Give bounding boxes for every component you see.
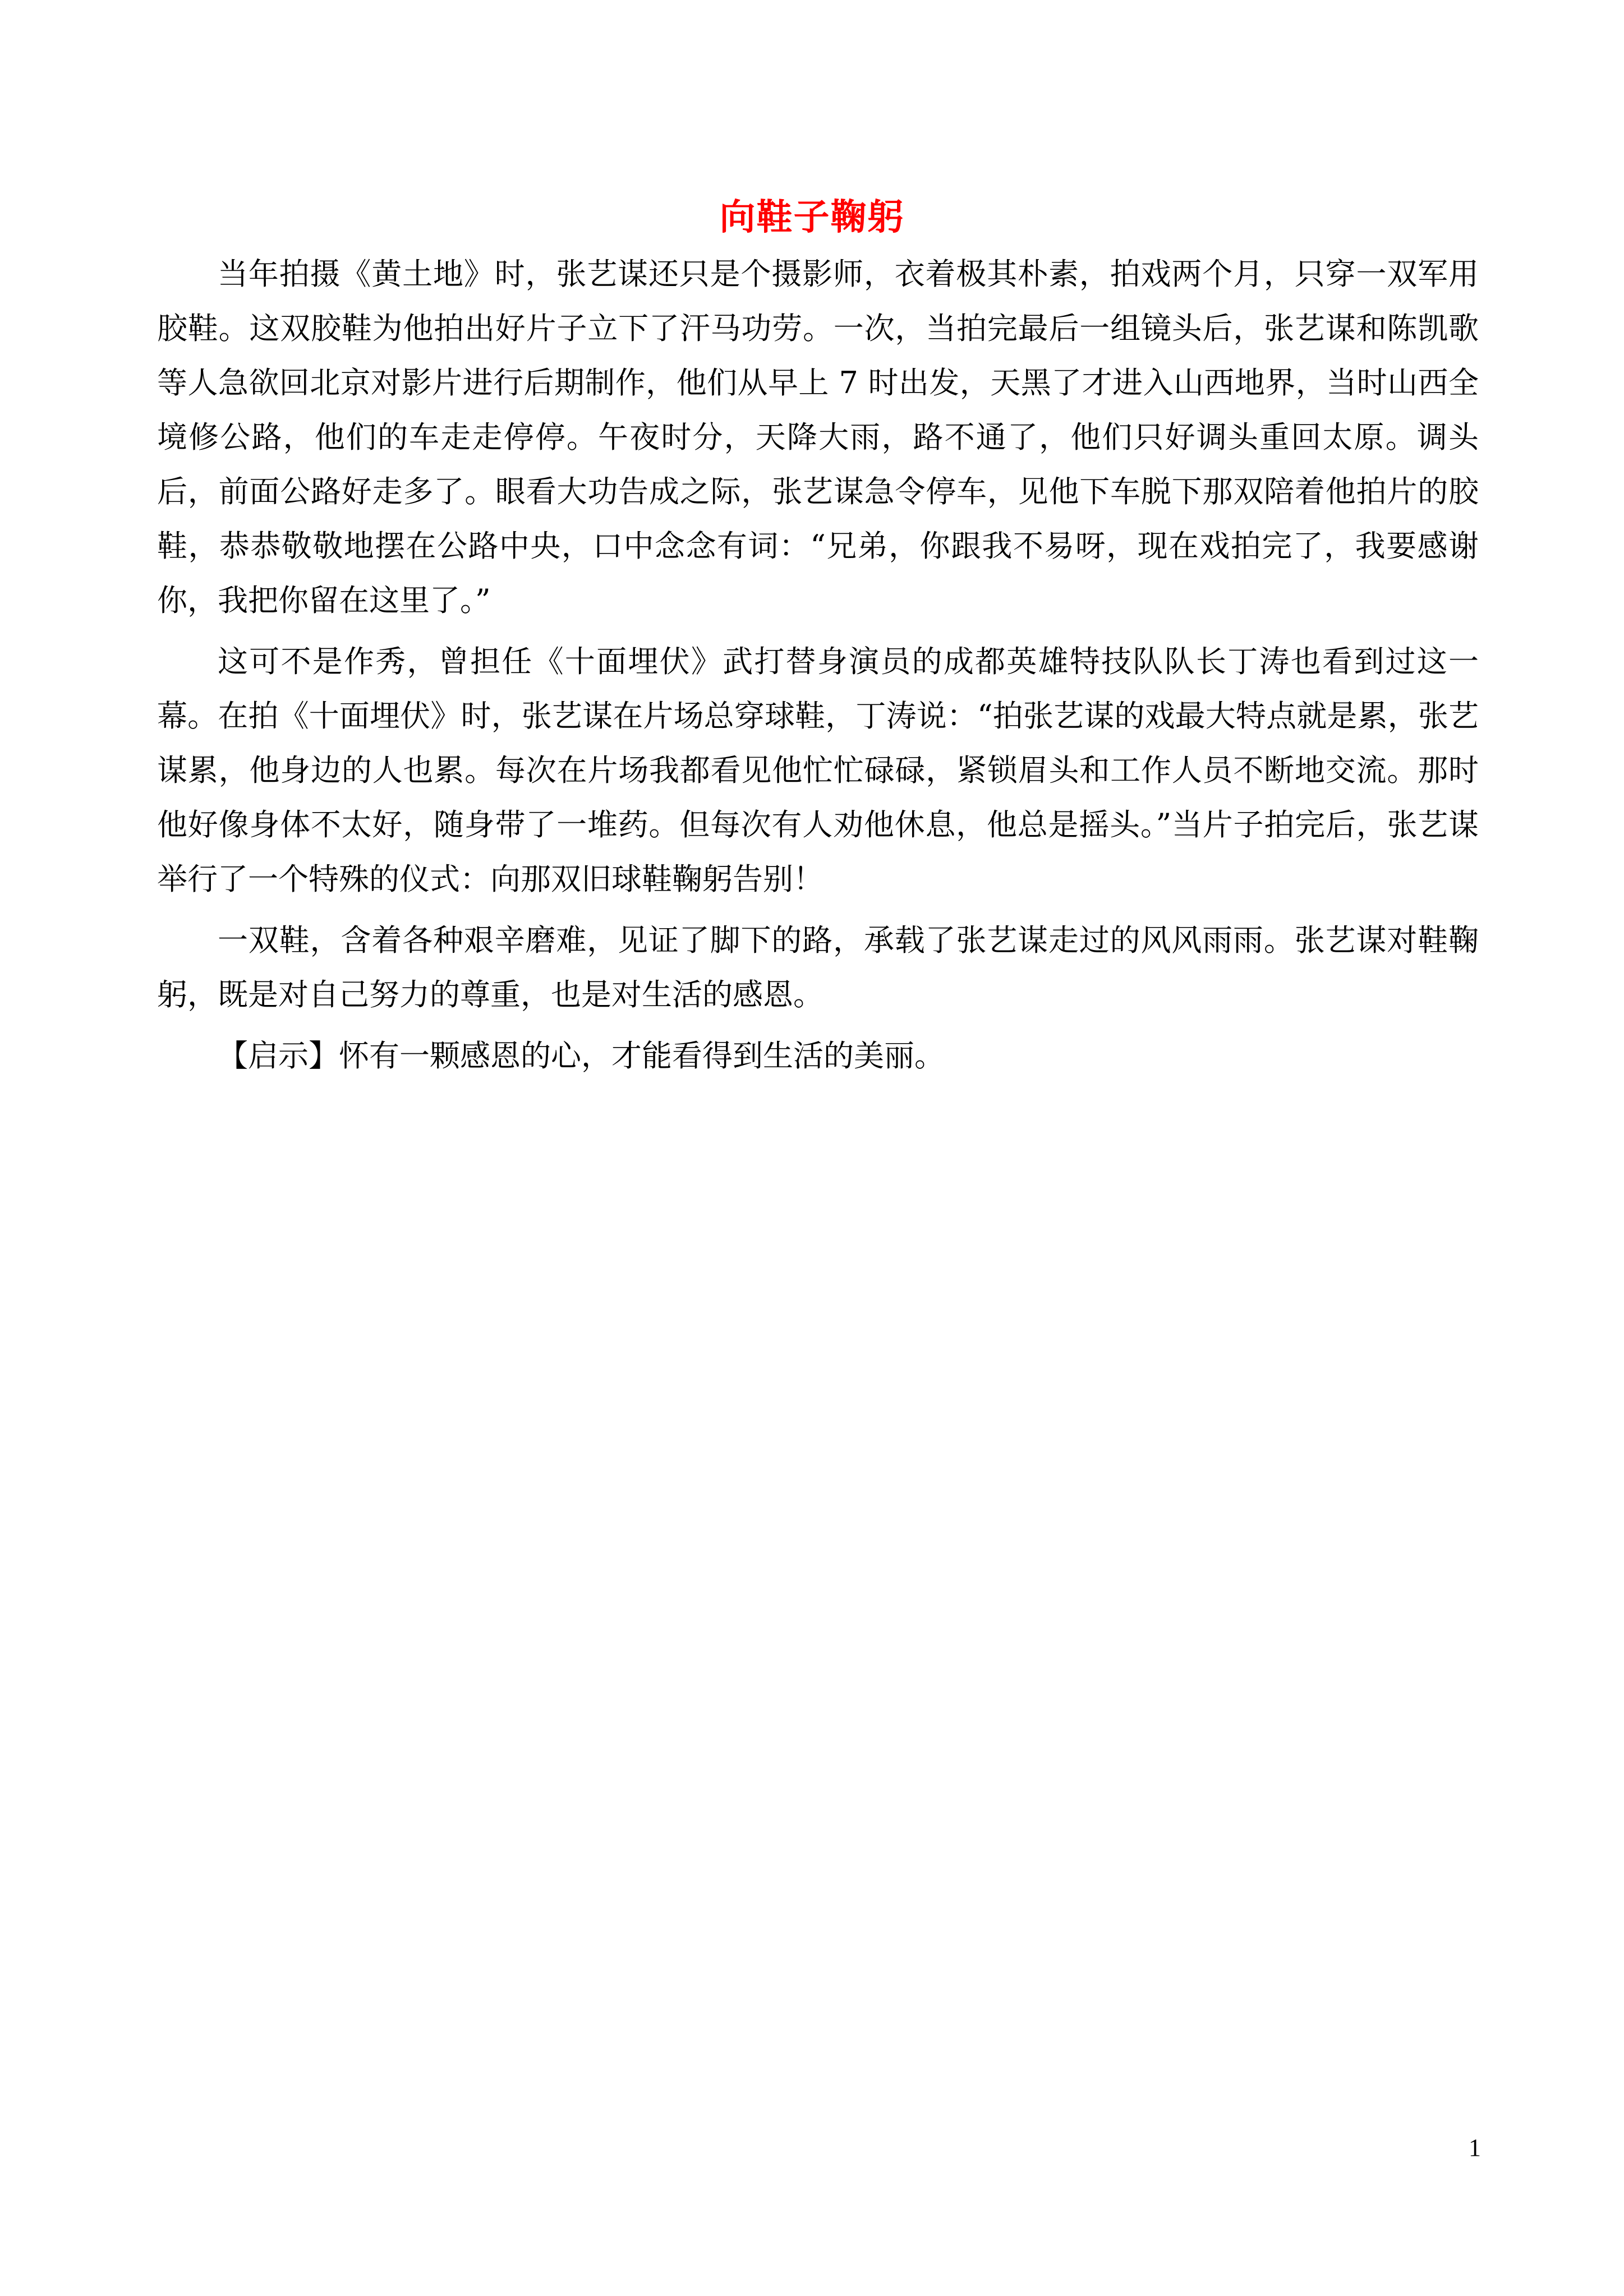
paragraph-insight: 【启示】怀有一颗感恩的心，才能看得到生活的美丽。 xyxy=(218,1038,945,1073)
paragraph-2: 这可不是作秀，曾担任《十面埋伏》武打替身演员的成都英雄特技队队长丁涛也看到过这一幕。在拍《十面埋伏》时，张艺谋在片场总穿球鞋，丁涛说：“拍张艺谋的戏最大特点就是累，张艺谋累，他身边的人也累。每次在片场我都看见他忙忙碌碌，紧锁眉头和工作人员不断地交流。那时他好像身体不太好，随身带了一堆药。但每次有人劝他休息，他总是摇头。”当片子拍完后，张艺谋举行了一个特殊的仪式：向那双旧球鞋鞠躬告别！ xyxy=(157,644,1479,897)
document-title: 向鞋子鞠躬 xyxy=(719,196,905,238)
paragraph-3: 一双鞋，含着各种艰辛磨难，见证了脚下的路，承载了张艺谋走过的风风雨雨。张艺谋对鞋鞠躬，既是对自己努力的尊重，也是对生活的感恩。 xyxy=(157,923,1479,1012)
page-number: 1 xyxy=(1469,2134,1481,2161)
document-body xyxy=(157,247,1479,1090)
paragraph-1: 当年拍摄《黄土地》时，张艺谋还只是个摄影师，衣着极其朴素，拍戏两个月，只穿一双军用胶鞋。这双胶鞋为他拍出好片子立下了汗马功劳。一次，当拍完最后一组镜头后，张艺谋和陈凯歌等人急欲回北京对影片进行后期制作，他们从早上 7 时出发，天黑了才进入山西地界，当时山西全境修公路，他们的车走走停停。午夜时分，天降大雨，路不通了，他们只好调头重回太原。调头后，前面公路好走多了。眼看大功告成之际，张艺谋急令停车，见他下车脱下那双陪着他拍片的胶鞋，恭恭敬敬地摆在公路中央，口中念念有词：“兄弟，你跟我不易呀，现在戏拍完了，我要感谢你，我把你留在这里了。” xyxy=(157,256,1479,618)
